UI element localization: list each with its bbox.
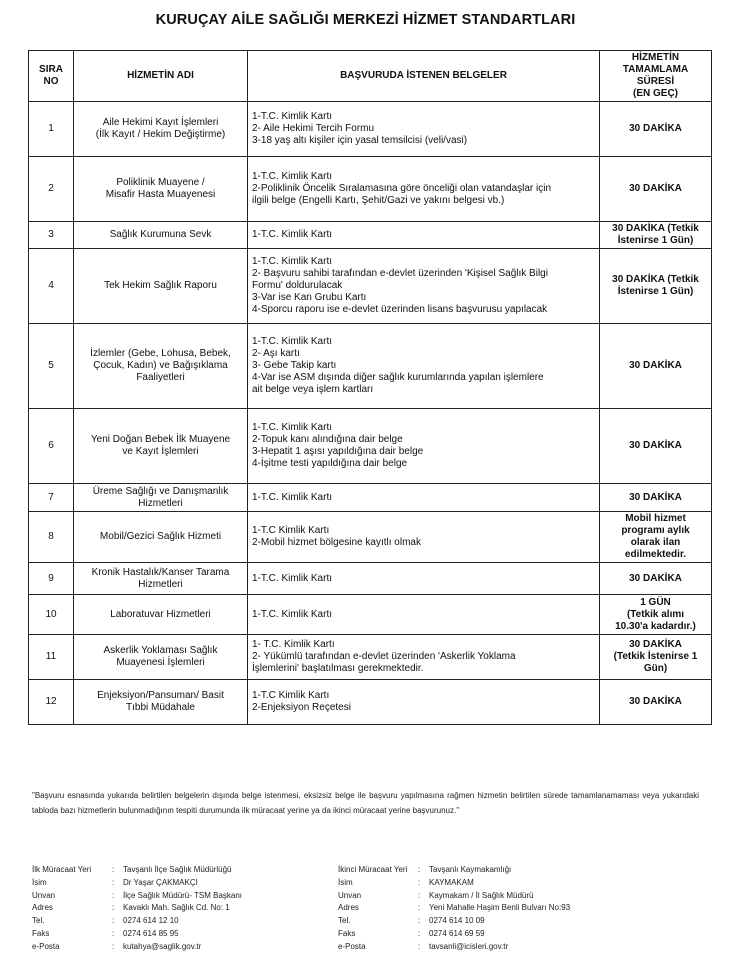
contact-label: Faks [338, 928, 356, 938]
service-name-line: Hizmetleri [138, 497, 183, 509]
required-documents-line: 1-T.C. Kimlik Kartı [252, 111, 333, 122]
contact-value: KAYMAKAM [429, 877, 474, 887]
required-documents [248, 484, 600, 512]
contact-row [32, 928, 242, 941]
required-documents-line: 4-Sporcu raporu ise e-devlet üzerinden lisans başvurusu yapılacak [252, 304, 548, 315]
contact-value: Tavşanlı İlçe Sağlık Müdürlüğü [123, 865, 232, 874]
completion-time [600, 512, 712, 563]
required-documents-line: 2- Başvuru sahibi tarafından e-devlet üzerinden 'Kişisel Sağlık Bilgi [252, 268, 548, 279]
required-documents [248, 222, 600, 249]
contact-row [32, 864, 242, 877]
completion-time [600, 484, 712, 512]
contact-separator: : [112, 941, 115, 951]
service-name-line: (İlk Kayıt / Hekim Değiştirme) [95, 129, 226, 140]
table-row [29, 635, 712, 680]
service-name-line: Muayenesi İşlemleri [116, 657, 205, 668]
service-name-line: Çocuk, Kadın) ve Bağışıklama [93, 360, 228, 371]
completion-time-line: 30 DAKİKA [629, 696, 682, 707]
table-row [29, 595, 712, 635]
required-documents [248, 595, 600, 635]
row-number: 8 [29, 512, 74, 563]
required-documents-line: 4-Var ise ASM dışında diğer sağlık kurumlarında yapılan işlemlere [252, 372, 544, 383]
header-no [29, 51, 74, 102]
table-row [29, 222, 712, 249]
header-no-line: SIRA [39, 64, 63, 75]
service-name [74, 324, 248, 409]
service-name-line: Sağlık Kurumuna Sevk [109, 229, 212, 240]
contact-separator: : [112, 865, 115, 874]
required-documents-line: 3-Hepatit 1 aşısı yapıldığına dair belge [252, 446, 424, 457]
contact-value: 0274 614 69 59 [429, 928, 485, 938]
service-name-line: Tıbbi Müdahale [126, 702, 195, 713]
required-documents-line: 2-Topuk kanı alındığına dair belge [252, 434, 403, 445]
table-row [29, 102, 712, 157]
contact-row [32, 877, 242, 890]
contact-value: kutahya@saglik.gov.tr [123, 941, 202, 951]
header-name: HİZMETİN ADI [74, 51, 248, 102]
contact-value: İlçe Sağlık Müdürü- TSM Başkanı [123, 890, 243, 900]
contact-value: Tavşanlı Kaymakamlığı [429, 865, 512, 874]
contact-row [32, 941, 242, 954]
contact-row [338, 864, 570, 877]
completion-time-line: olarak ilan [630, 537, 681, 548]
table-header-row [29, 51, 712, 102]
service-standards-table [28, 50, 712, 725]
completion-time-line: Gün) [643, 663, 668, 674]
contact-row [338, 890, 570, 903]
completion-time-line: İstenirse 1 Gün) [617, 235, 694, 246]
contact-row [32, 902, 242, 915]
table-row [29, 249, 712, 324]
completion-time-line: edilmektedir. [624, 549, 687, 560]
header-duration-line: (EN GEÇ) [633, 88, 678, 99]
table-row [29, 484, 712, 512]
required-documents [248, 249, 600, 324]
contact-value: tavsanli@icisleri.gov.tr [429, 941, 509, 951]
required-documents-line: 1-T.C. Kimlik Kartı [252, 171, 333, 182]
service-name-line: Tek Hekim Sağlık Raporu [104, 280, 217, 291]
completion-time [600, 157, 712, 222]
required-documents-line: 1-T.C. Kimlik Kartı [252, 256, 333, 267]
completion-time-line: 30 DAKİKA [629, 360, 682, 371]
required-documents [248, 102, 600, 157]
table-row [29, 157, 712, 222]
service-name-line: Üreme Sağlığı ve Danışmanlık [92, 485, 229, 497]
row-number: 12 [29, 680, 74, 725]
first-contact-block [32, 864, 242, 954]
required-documents-line: 1-T.C Kimlik Kartı [252, 690, 330, 701]
contact-separator: : [418, 890, 421, 900]
second-contact-block [338, 864, 570, 954]
row-number: 4 [29, 249, 74, 324]
required-documents-line: 1-T.C. Kimlik Kartı [252, 491, 333, 503]
contact-separator: : [418, 877, 421, 887]
service-name [74, 102, 248, 157]
completion-time-line: 30 DAKİKA [629, 440, 682, 451]
required-documents-line: 1-T.C. Kimlik Kartı [252, 572, 333, 584]
required-documents-line: 3-Var ise Kan Grubu Kartı [252, 292, 367, 303]
completion-time-line: programı aylık [621, 525, 690, 536]
header-no-line: NO [43, 76, 59, 87]
completion-time [600, 222, 712, 249]
required-documents-line: 2- Aile Hekimi Tercih Formu [252, 123, 375, 134]
service-name [74, 484, 248, 512]
required-documents-line: 2-Enjeksiyon Reçetesi [252, 702, 351, 713]
service-name-line: Hizmetleri [138, 578, 183, 590]
contact-separator: : [112, 916, 115, 926]
service-name-line: Laboratuvar Hizmetleri [110, 608, 211, 620]
completion-time [600, 409, 712, 484]
service-name [74, 680, 248, 725]
required-documents-line: 2-Mobil hizmet bölgesine kayıtlı olmak [252, 537, 421, 548]
contact-label: İsim [338, 877, 353, 887]
contact-separator: : [112, 928, 115, 938]
row-number: 11 [29, 635, 74, 680]
required-documents-line: 2- Yükümlü tarafından e-devlet üzerinden 'Askerlik Yoklama [252, 651, 516, 662]
required-documents-line: ait belge veya işlem kartları [252, 384, 374, 395]
completion-time-line: (Tetkik İstenirse 1 [613, 651, 698, 662]
required-documents-line: 1- T.C. Kimlik Kartı [252, 639, 335, 650]
contact-label: Adres [32, 903, 53, 913]
service-name-line: Poliklinik Muayene / [116, 177, 205, 188]
completion-time-line: İstenirse 1 Gün) [617, 286, 694, 297]
contact-value: Yeni Mahalle Haşim Benli Bulvarı No:93 [429, 903, 571, 913]
page-title: KURUÇAY AİLE SAĞLIĞI MERKEZİ HİZMET STANDARTLARI [155, 12, 576, 28]
contact-label: Tel. [32, 916, 45, 926]
contact-separator: : [418, 916, 421, 926]
contact-value: Dr Yaşar ÇAKMAKÇI [123, 877, 198, 887]
completion-time [600, 249, 712, 324]
contact-row [338, 902, 570, 915]
required-documents-line: 1-T.C. Kimlik Kartı [252, 608, 333, 620]
contact-value: 0274 614 85 95 [123, 928, 179, 938]
service-name [74, 222, 248, 249]
row-number: 2 [29, 157, 74, 222]
contact-separator: : [418, 903, 421, 913]
service-name [74, 595, 248, 635]
service-name [74, 563, 248, 595]
contact-label: İkinci Müracaat Yeri [338, 865, 408, 874]
completion-time [600, 324, 712, 409]
required-documents [248, 563, 600, 595]
required-documents [248, 680, 600, 725]
completion-time-line: 30 DAKİKA [629, 491, 682, 503]
completion-time-line: Mobil hizmet [625, 513, 686, 524]
required-documents-line: 4-İşitme testi yapıldığına dair belge [252, 458, 408, 469]
completion-time-line: 30 DAKİKA (Tetkik [612, 274, 699, 285]
service-name-line: Enjeksiyon/Pansuman/ Basit [97, 690, 224, 701]
required-documents [248, 324, 600, 409]
contact-label: Unvan [32, 890, 56, 900]
required-documents-line: 2-Poliklinik Öncelik Sıralamasına göre önceliği olan vatandaşlar için [252, 183, 552, 194]
header-duration [600, 51, 712, 102]
required-documents [248, 409, 600, 484]
service-name-line: Yeni Doğan Bebek İlk Muayene [90, 434, 231, 445]
completion-time-line: 30 DAKİKA [629, 572, 682, 584]
required-documents-line: 1-T.C. Kimlik Kartı [252, 422, 333, 433]
table-row [29, 324, 712, 409]
header-duration-line: HİZMETİN [631, 52, 680, 63]
header-duration-line: TAMAMLAMA [622, 64, 689, 75]
contact-row [338, 877, 570, 890]
contact-separator: : [112, 903, 115, 913]
completion-time-line: 10.30'a kadardır.) [615, 620, 696, 632]
required-documents [248, 512, 600, 563]
row-number: 6 [29, 409, 74, 484]
table-row [29, 563, 712, 595]
required-documents-line: 1-T.C Kimlik Kartı [252, 525, 330, 536]
contact-row [338, 915, 570, 928]
contact-separator: : [112, 890, 115, 900]
row-number: 1 [29, 102, 74, 157]
completion-time-line: 30 DAKİKA [629, 183, 682, 194]
table-row [29, 512, 712, 563]
header-docs: BAŞVURUDA İSTENEN BELGELER [248, 51, 600, 102]
completion-time-line: (Tetkik alımı [626, 608, 685, 620]
contact-label: Tel. [338, 916, 351, 926]
contact-label: Unvan [338, 890, 362, 900]
contact-value: 0274 614 12 10 [123, 916, 179, 926]
service-name [74, 249, 248, 324]
table-row [29, 680, 712, 725]
service-name [74, 157, 248, 222]
contact-label: Adres [338, 903, 359, 913]
contact-value: Kaymakam / İl Sağlık Müdürü [429, 890, 534, 900]
service-name [74, 409, 248, 484]
contact-label: İlk Müracaat Yeri [32, 865, 92, 874]
row-number: 7 [29, 484, 74, 512]
contact-label: e-Posta [338, 941, 366, 951]
completion-time [600, 635, 712, 680]
table-row [29, 409, 712, 484]
service-name [74, 512, 248, 563]
required-documents-line: 1-T.C. Kimlik Kartı [252, 229, 333, 240]
service-name-line: İzlemler (Gebe, Lohusa, Bebek, [90, 348, 231, 359]
row-number: 9 [29, 563, 74, 595]
service-name-line: Faaliyetleri [136, 372, 185, 383]
header-duration-line: SÜRESİ [636, 76, 675, 87]
completion-time [600, 102, 712, 157]
completion-time [600, 563, 712, 595]
service-name-line: Misafir Hasta Muayenesi [105, 189, 216, 200]
service-name-line: Mobil/Gezici Sağlık Hizmeti [99, 531, 222, 542]
service-name-line: Askerlik Yoklaması Sağlık [103, 645, 218, 656]
required-documents-line: 2- Aşı kartı [252, 348, 300, 359]
contact-separator: : [112, 877, 115, 887]
required-documents-line: 3-18 yaş altı kişiler için yasal temsilcisi (veli/vasi) [252, 135, 468, 146]
service-name-line: ve Kayıt İşlemleri [122, 446, 199, 457]
completion-time-line: 30 DAKİKA [629, 639, 682, 650]
contact-row [338, 941, 570, 954]
contact-row [338, 928, 570, 941]
required-documents-line: İşlemlerini' başlatılması gerekmektedir. [252, 663, 424, 674]
contact-separator: : [418, 928, 421, 938]
service-name-line: Kronik Hastalık/Kanser Tarama [91, 566, 230, 578]
contact-separator: : [418, 865, 421, 874]
completion-time-line: 30 DAKİKA (Tetkik [612, 223, 699, 234]
completion-time-line: 1 GÜN [640, 596, 671, 608]
service-name [74, 635, 248, 680]
required-documents-line: Formu' doldurulacak [252, 280, 343, 291]
row-number: 5 [29, 324, 74, 409]
contact-row [32, 890, 242, 903]
contact-value: 0274 614 10 09 [429, 916, 485, 926]
contact-row [32, 915, 242, 928]
row-number: 10 [29, 595, 74, 635]
contact-label: İsim [32, 877, 47, 887]
required-documents [248, 157, 600, 222]
required-documents [248, 635, 600, 680]
contact-label: e-Posta [32, 941, 60, 951]
footnote: "Başvuru esnasında yukarıda belirtilen belgelerin dışında belge istenmesi, eksizsiz belge ile başvuru yapılmasına rağmen hizmetin belirtilen sürede tamamlanamaması veya yukarıdaki tabloda bazı hizmetlerin bulunmadığının tespiti durumunda ilk müracaat yerine ya da ikinci müracaat yerine başvurunuz." [32, 791, 699, 815]
completion-time-line: 30 DAKİKA [629, 123, 682, 134]
required-documents-line: 1-T.C. Kimlik Kartı [252, 336, 333, 347]
required-documents-line: ilgili belge (Engelli Kartı, Şehit/Gazi ve yakını belgesi vb.) [252, 195, 505, 206]
contact-separator: : [418, 941, 421, 951]
contact-value: Kavaklı Mah. Sağlık Cd. No: 1 [123, 903, 230, 913]
contact-label: Faks [32, 928, 50, 938]
completion-time [600, 595, 712, 635]
row-number: 3 [29, 222, 74, 249]
required-documents-line: 3- Gebe Takip kartı [252, 360, 337, 371]
completion-time [600, 680, 712, 725]
service-name-line: Aile Hekimi Kayıt İşlemleri [102, 117, 219, 128]
